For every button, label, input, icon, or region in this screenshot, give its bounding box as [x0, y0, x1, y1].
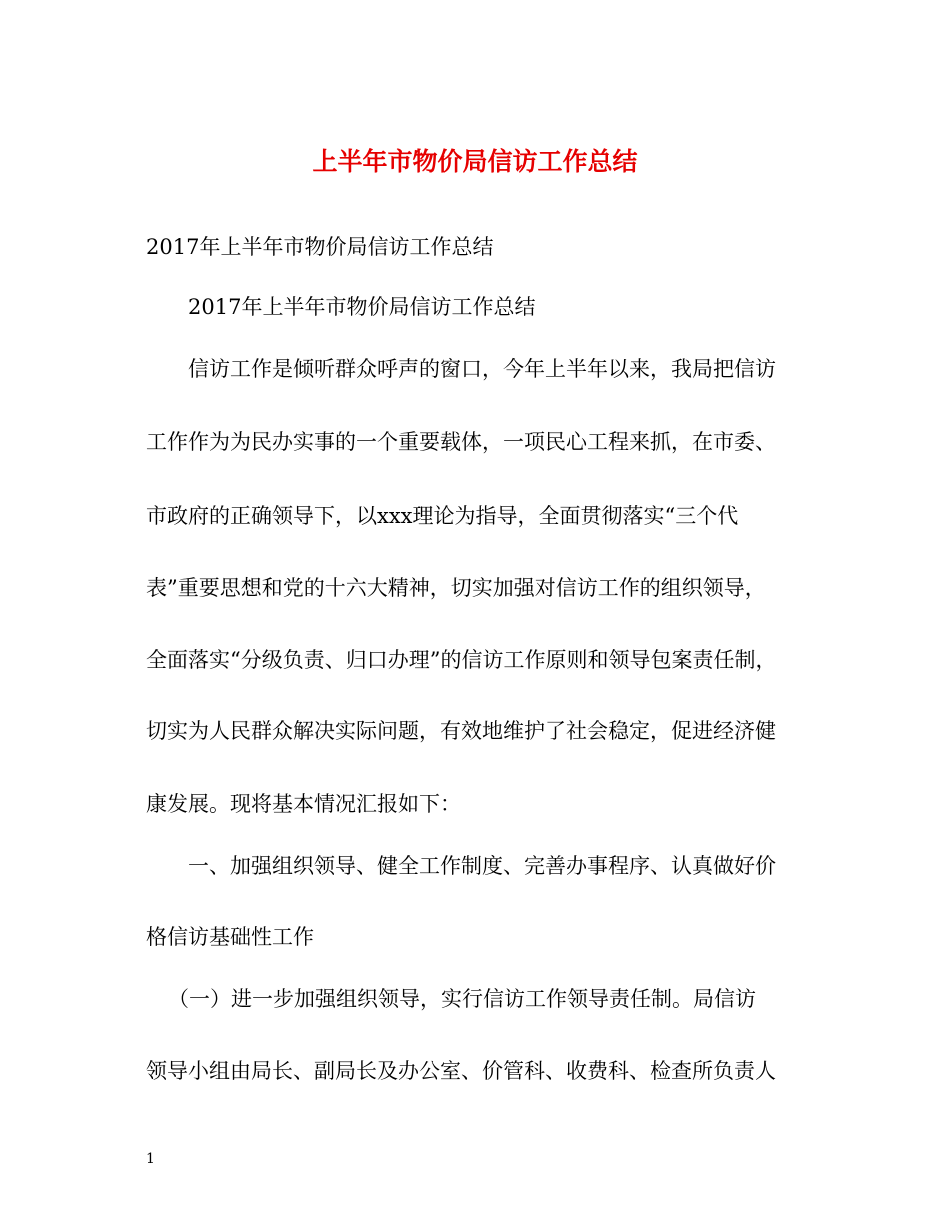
paragraph-line: 信访工作是倾听群众呼声的窗口，今年上半年以来，我局把信访 [188, 357, 776, 381]
section-heading-line: 格信访基础性工作 [146, 925, 314, 949]
paragraph-line: 领导小组由局长、副局长及办公室、价管科、收费科、检查所负责人 [146, 1059, 776, 1083]
page-number: 1 [146, 1151, 155, 1167]
paragraph-line: 市政府的正确领导下，以xxx理论为指导，全面贯彻落实“三个代 [146, 504, 739, 528]
section-heading-line: 一、加强组织领导、健全工作制度、完善办事程序、认真做好价 [188, 854, 776, 878]
paragraph-line: 2017年上半年市物价局信访工作总结 [188, 295, 536, 319]
paragraph-line: 全面落实“分级负责、归口办理”的信访工作原则和领导包案责任制， [146, 648, 777, 672]
subtitle-line: 2017年上半年市物价局信访工作总结 [146, 235, 494, 259]
paragraph-line: （一）进一步加强组织领导，实行信访工作领导责任制。局信访 [168, 987, 756, 1011]
paragraph-line: 康发展。现将基本情况汇报如下： [146, 792, 461, 816]
document-title: 上半年市物价局信访工作总结 [312, 147, 638, 176]
paragraph-line: 工作作为为民办实事的一个重要载体，一项民心工程来抓，在市委、 [146, 430, 776, 454]
paragraph-line: 表”重要思想和党的十六大精神，切实加强对信访工作的组织领导， [146, 576, 766, 600]
paragraph-line: 切实为人民群众解决实际问题，有效地维护了社会稳定，促进经济健 [146, 719, 776, 743]
